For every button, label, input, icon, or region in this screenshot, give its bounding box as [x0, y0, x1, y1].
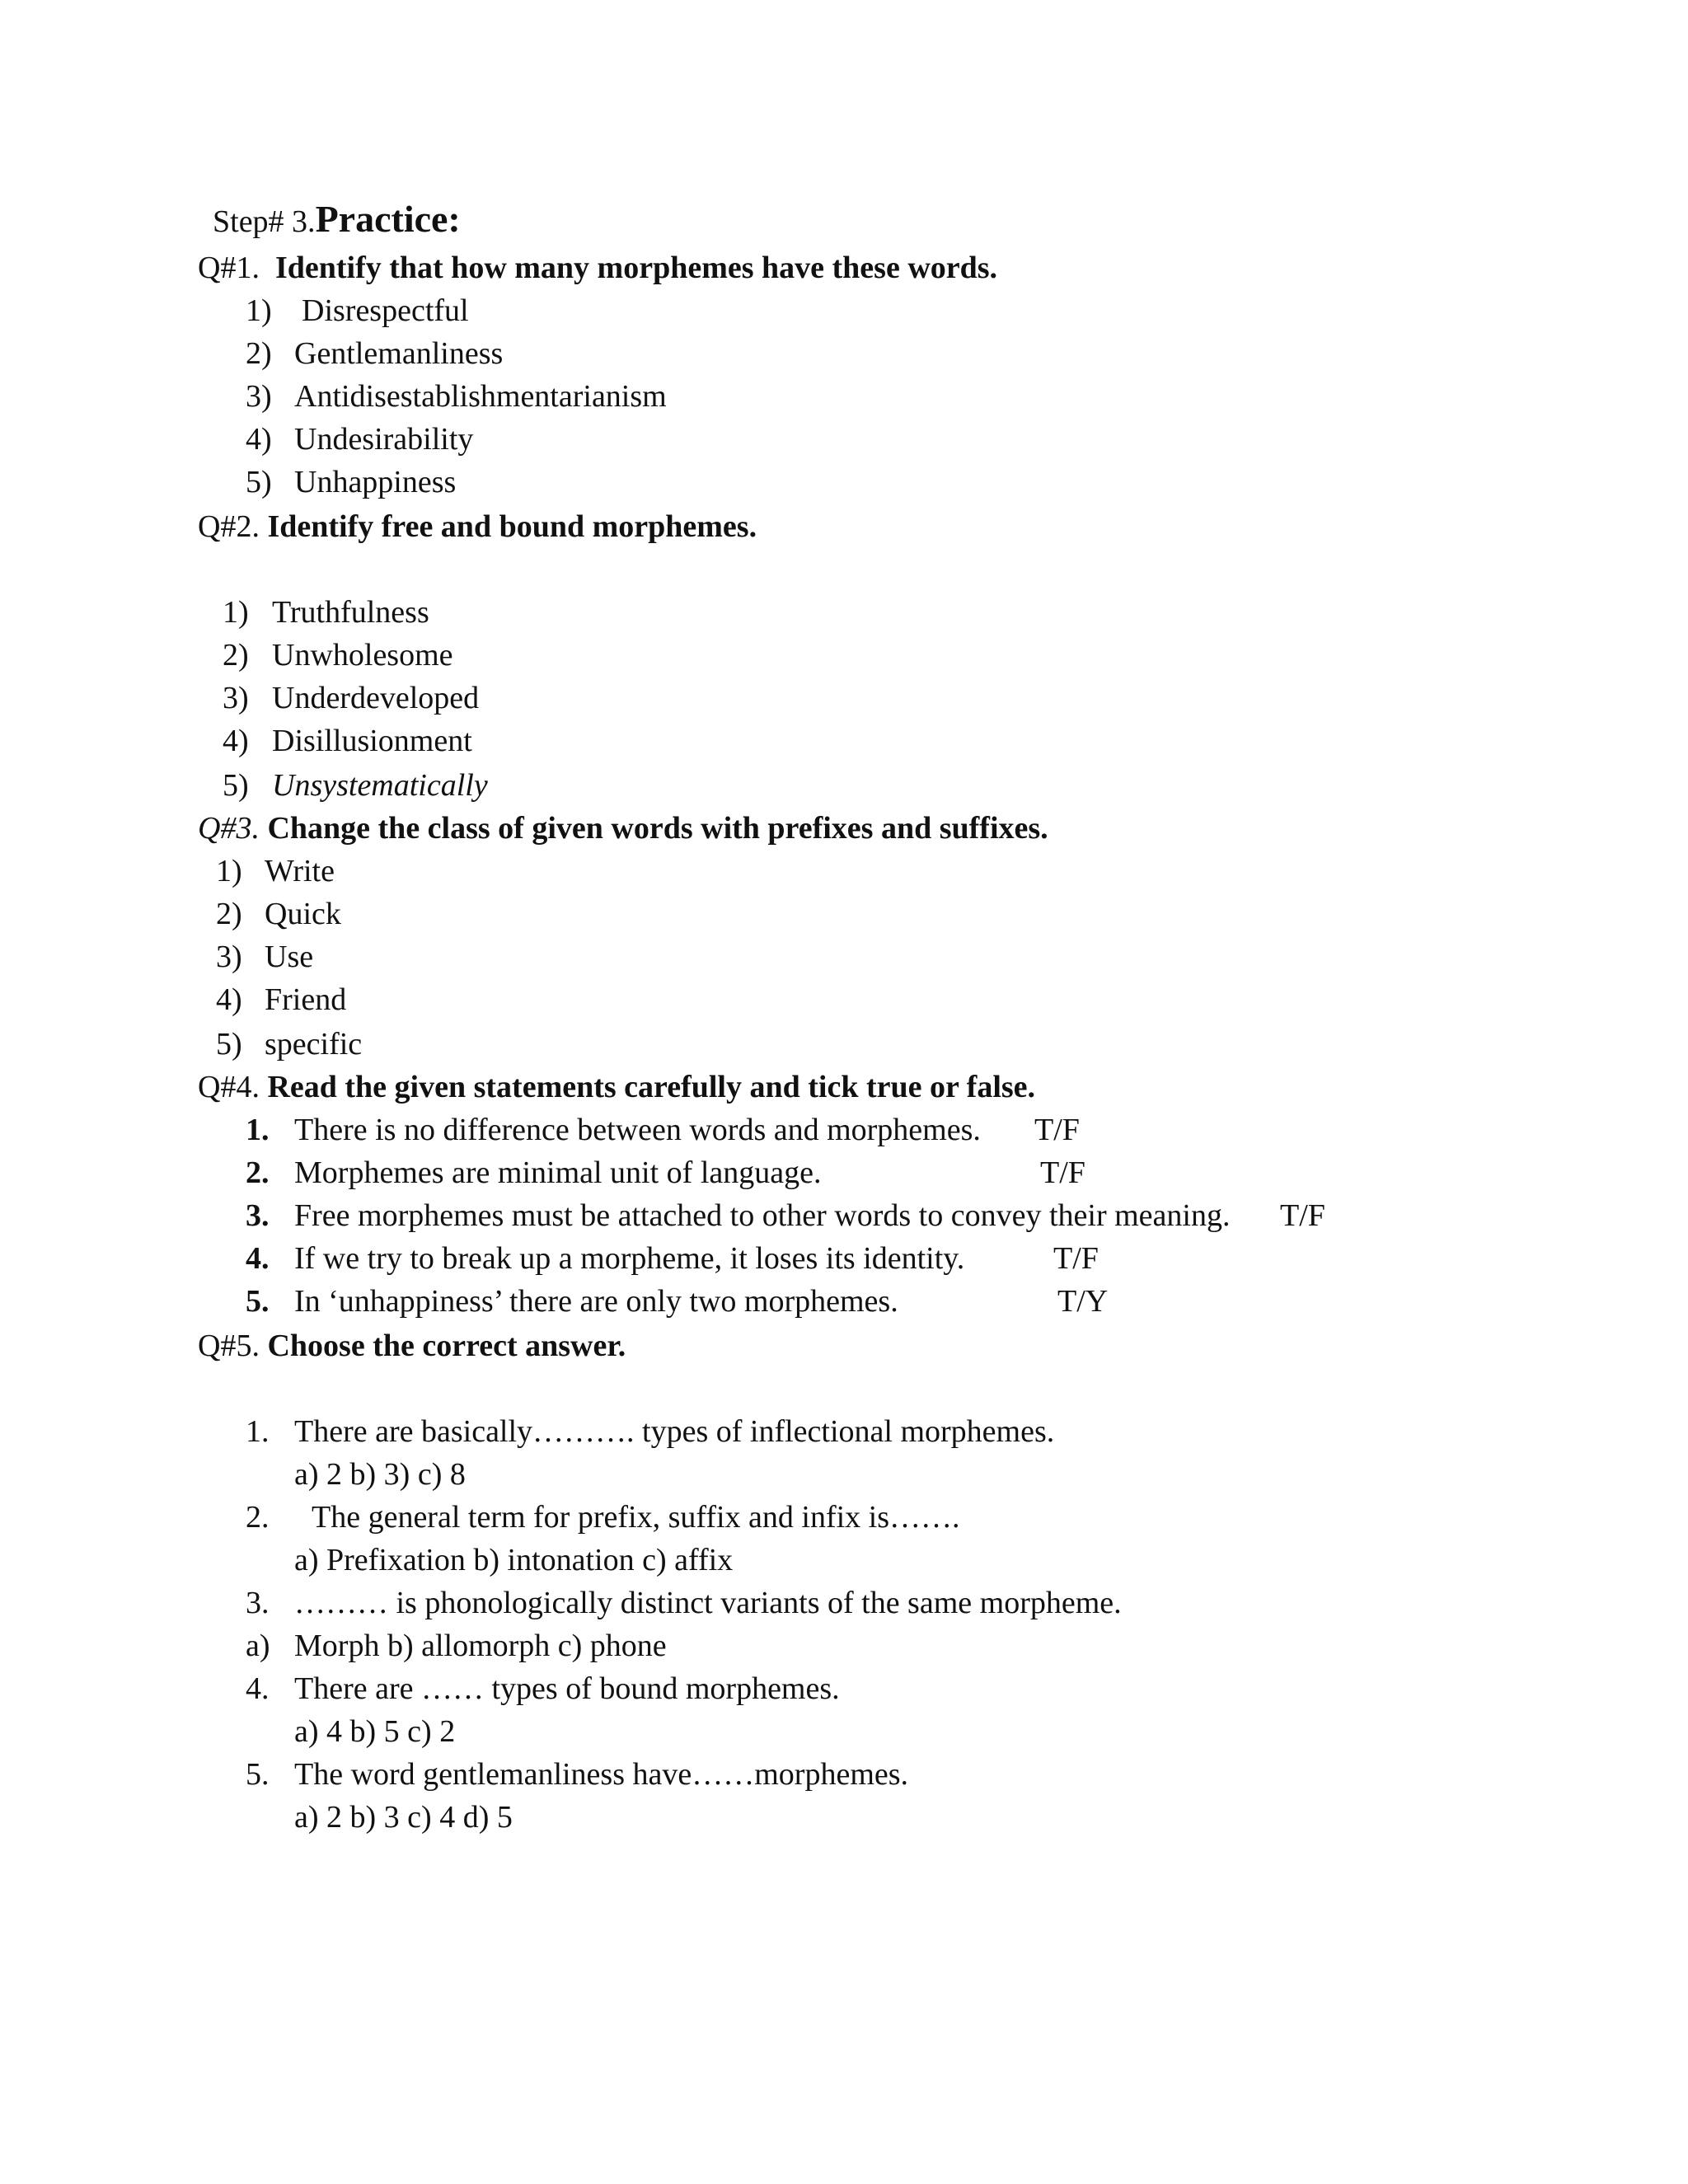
- question-1-heading: [198, 252, 997, 284]
- q5-item-4-num: 4.: [246, 1671, 270, 1706]
- question-1-label: Q#1.: [198, 251, 260, 285]
- q5-item-1: There are basically………. types of inflectional morphemes.: [294, 1414, 1055, 1449]
- question-3-label: Q#3.: [198, 811, 260, 846]
- q2-item-3-num: 3): [223, 681, 249, 715]
- q5-item-1-num: 1.: [246, 1414, 270, 1449]
- q2-item-3: Underdeveloped: [272, 681, 480, 715]
- q5-item-3-num: 3.: [246, 1586, 270, 1620]
- q5-item-1-options: a) 2 b) 3) c) 8: [294, 1457, 466, 1492]
- q2-item-5-num: 5): [223, 768, 249, 803]
- q3-item-5-num: 5): [216, 1027, 242, 1062]
- question-1-title: Identify that how many morphemes have these words.: [274, 251, 998, 285]
- q4-item-5-tf: T/Y: [1057, 1284, 1109, 1319]
- question-3-heading: [198, 813, 1048, 844]
- question-4-heading: [198, 1071, 1035, 1103]
- q1-item-3: Antidisestablishmentarianism: [294, 379, 667, 414]
- q1-item-4: Undesirability: [294, 422, 474, 457]
- question-5-label: Q#5.: [198, 1329, 260, 1363]
- q5-item-5-num: 5.: [246, 1757, 270, 1792]
- q2-item-4: Disillusionment: [272, 724, 472, 758]
- q5-item-3-options: Morph b) allomorph c) phone: [294, 1629, 667, 1663]
- q3-item-4: Friend: [265, 982, 347, 1017]
- q2-item-1-num: 1): [223, 595, 249, 630]
- q5-item-4: There are …… types of bound morphemes.: [294, 1671, 840, 1706]
- q4-item-3: Free morphemes must be attached to other words to convey their meaning.: [294, 1198, 1231, 1233]
- q1-item-1-num: 1): [246, 293, 272, 328]
- q4-item-5: In ‘unhappiness’ there are only two morphemes.: [294, 1284, 898, 1319]
- q4-item-1-tf: T/F: [1034, 1113, 1080, 1147]
- q3-item-3-num: 3): [216, 940, 242, 974]
- q4-item-3-tf: T/F: [1280, 1198, 1325, 1233]
- question-4-label: Q#4.: [198, 1070, 260, 1104]
- question-2-heading: [198, 511, 757, 542]
- q1-item-5: Unhappiness: [294, 465, 457, 499]
- q4-item-4-num: 4.: [246, 1241, 270, 1276]
- q5-item-2-options: a) Prefixation b) intonation c) affix: [294, 1543, 734, 1577]
- q3-item-2-num: 2): [216, 897, 242, 931]
- question-4-title: Read the given statements carefully and tick true or false.: [267, 1070, 1036, 1104]
- q4-item-2: Morphemes are minimal unit of language.: [294, 1155, 822, 1190]
- q5-item-3-options-num: a): [246, 1629, 270, 1663]
- q2-item-2-num: 2): [223, 638, 249, 673]
- q3-item-4-num: 4): [216, 982, 242, 1017]
- q4-item-4-tf: T/F: [1053, 1241, 1099, 1276]
- step-title: Practice:: [315, 198, 461, 240]
- question-5-title: Choose the correct answer.: [267, 1329, 626, 1363]
- q3-item-3: Use: [265, 940, 314, 974]
- q1-item-4-num: 4): [246, 422, 272, 457]
- q4-item-2-tf: T/F: [1040, 1155, 1085, 1190]
- q3-item-2: Quick: [265, 897, 341, 931]
- q5-item-5-options: a) 2 b) 3 c) 4 d) 5: [294, 1800, 513, 1835]
- q2-item-5: Unsystematically: [272, 768, 488, 803]
- q1-item-2: Gentlemanliness: [294, 336, 504, 371]
- q3-item-5: specific: [265, 1027, 363, 1062]
- q1-item-5-num: 5): [246, 465, 272, 499]
- q4-item-1: There is no difference between words and morphemes.: [294, 1113, 981, 1147]
- q4-item-2-num: 2.: [246, 1155, 270, 1190]
- q4-item-1-num: 1.: [246, 1113, 270, 1147]
- question-2-title: Identify free and bound morphemes.: [267, 509, 757, 544]
- q5-item-3: ……… is phonologically distinct variants of the same morpheme.: [294, 1586, 1122, 1620]
- q1-item-2-num: 2): [246, 336, 272, 371]
- step-heading: [213, 200, 461, 238]
- q1-item-3-num: 3): [246, 379, 272, 414]
- q5-item-4-options: a) 4 b) 5 c) 2: [294, 1714, 456, 1749]
- q5-item-2-num: 2.: [246, 1500, 270, 1535]
- q2-item-4-num: 4): [223, 724, 249, 758]
- q4-item-5-num: 5.: [246, 1284, 270, 1319]
- question-5-heading: [198, 1330, 626, 1361]
- q2-item-1: Truthfulness: [272, 595, 429, 630]
- q5-item-2: The general term for prefix, suffix and infix is…….: [312, 1500, 960, 1535]
- q1-item-1: Disrespectful: [302, 293, 469, 328]
- q4-item-3-num: 3.: [246, 1198, 270, 1233]
- q2-item-2: Unwholesome: [272, 638, 453, 673]
- q4-item-4: If we try to break up a morpheme, it loses its identity.: [294, 1241, 965, 1276]
- question-2-label: Q#2.: [198, 509, 260, 544]
- question-3-title: Change the class of given words with prefixes and suffixes.: [267, 811, 1048, 846]
- q3-item-1: Write: [265, 854, 335, 888]
- q3-item-1-num: 1): [216, 854, 242, 888]
- step-prefix: Step# 3.: [213, 204, 316, 239]
- q5-item-5: The word gentlemanliness have……morphemes.: [294, 1757, 909, 1792]
